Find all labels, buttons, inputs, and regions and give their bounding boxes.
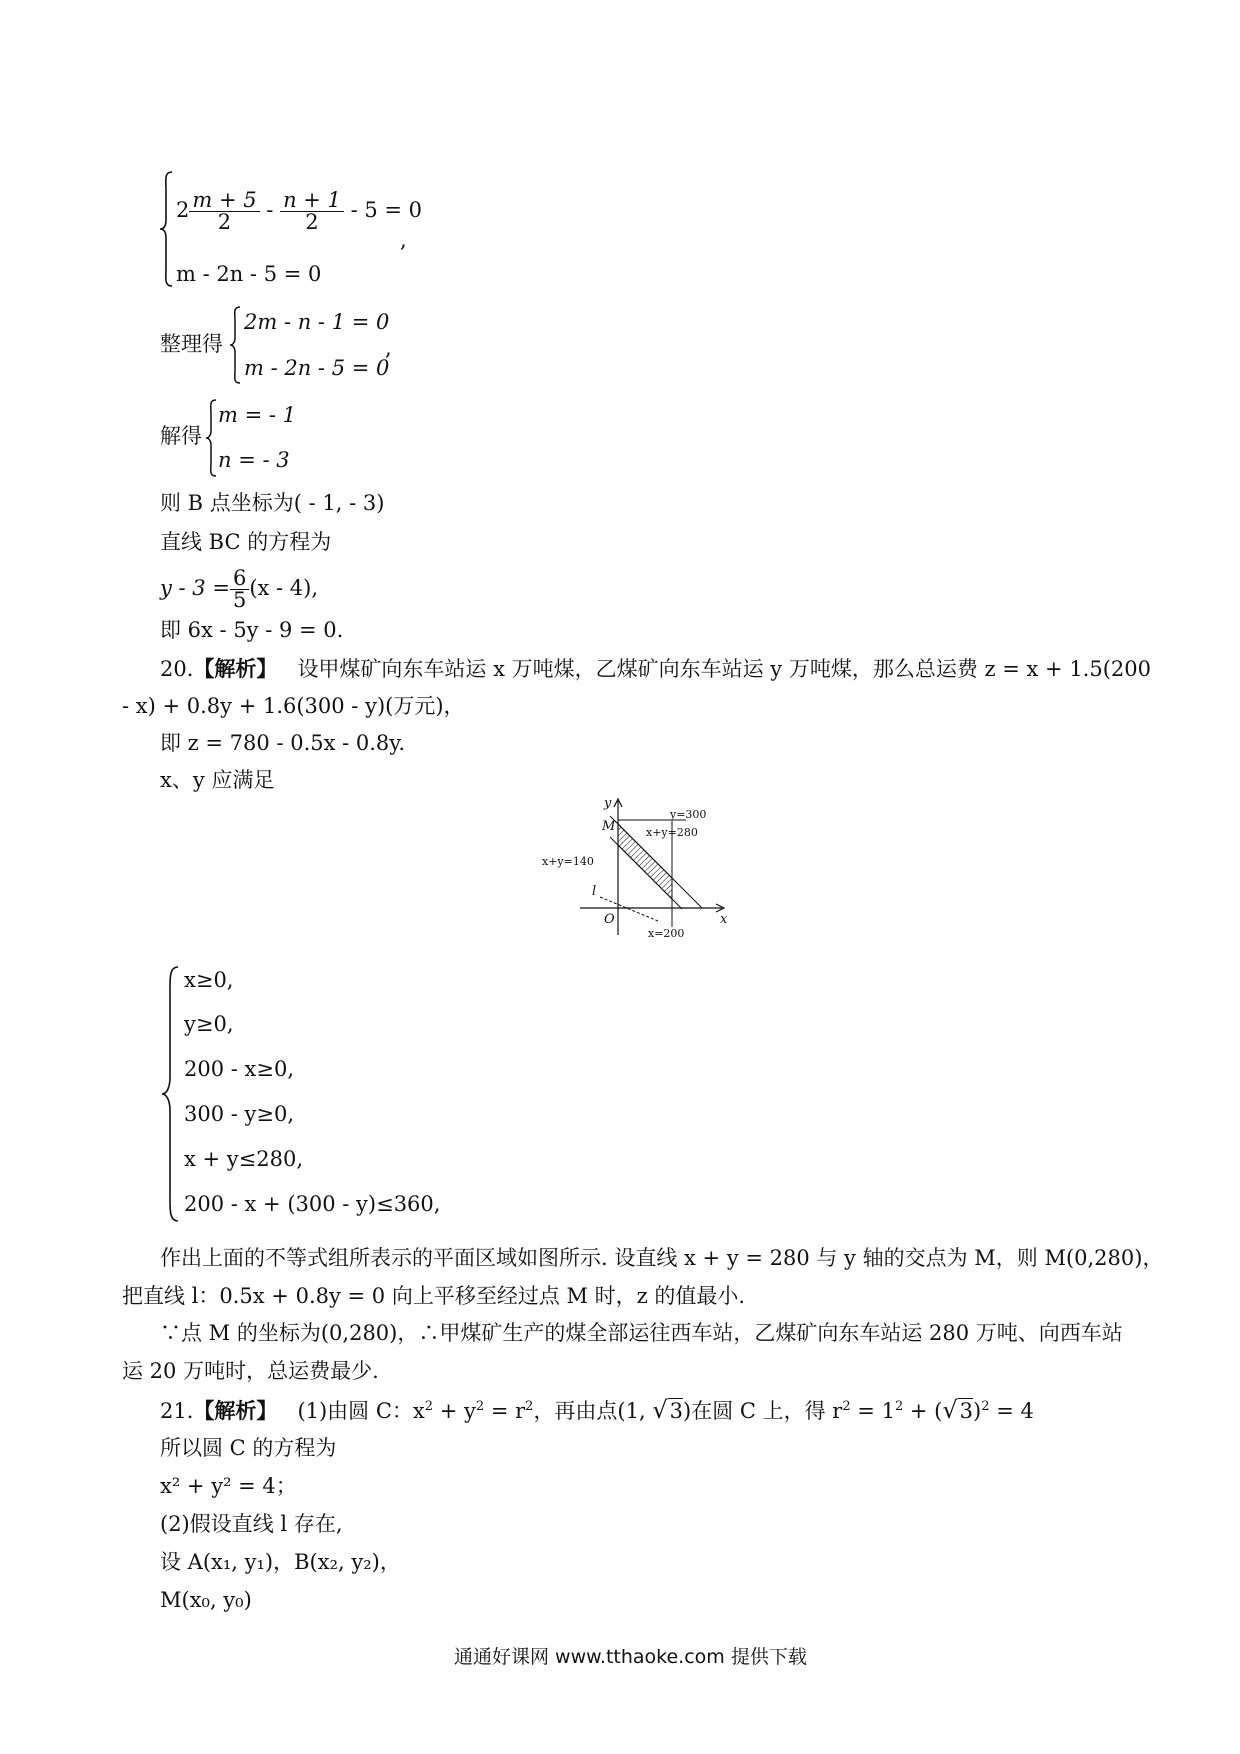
point-m-label: M — [602, 819, 616, 834]
system1-eq2: m - 2n - 5 = 0 — [176, 262, 322, 286]
page-footer: 通通好课网 www.tthaoke.com 提供下载 — [454, 1646, 807, 1668]
constraint-item: 200 - x + (300 - y)≤360, — [184, 1192, 441, 1216]
x-axis-label: x — [720, 912, 728, 927]
q20-intro-cont: - x) + 0.8y + 1.6(300 - y)(万元)， — [122, 694, 465, 718]
line-l-label: l — [592, 884, 597, 899]
fraction: $\frac{6}{5}$ — [230, 568, 249, 611]
system2-comma: , — [385, 336, 392, 360]
fraction: $\frac{n + 1}{2}$ — [280, 190, 344, 233]
label-xy140: x+y=140 — [542, 855, 594, 868]
q21-points: 设 A(x₁, y₁)，B(x₂, y₂)， — [160, 1550, 401, 1574]
q20-para1: 作出上面的不等式组所表示的平面区域如图所示. 设直线 x + y = 280 与 y 轴的交点为 M，则 M(0,280)， — [160, 1246, 1164, 1270]
system2-label: 整理得 — [160, 332, 223, 356]
system3-eq2: n = - 3 — [218, 448, 290, 472]
system1-eq1: 2 $\frac{m + 5}{2}$ - $\frac{n + 1}{2}$ - 5 = 0 — [176, 188, 423, 234]
label-y300: y=300 — [670, 808, 707, 821]
system2-eq1: 2m - n - 1 = 0 — [244, 310, 390, 334]
y-axis-label: y — [604, 796, 612, 811]
bc-simplified: 即 6x - 5y - 9 = 0. — [160, 618, 344, 642]
constraint-item: 200 - x≥0, — [184, 1057, 295, 1081]
system3-eq1: m = - 1 — [218, 403, 296, 427]
q21-midpoint: M(x₀, y₀) — [160, 1588, 252, 1612]
q20-para4: 运 20 万吨时，总运费最少. — [122, 1359, 379, 1383]
q20-satisfy: x、y 应满足 — [160, 768, 275, 792]
constraint-item: x + y≤280, — [184, 1147, 304, 1171]
constraint-item: x≥0, — [184, 968, 234, 992]
q21-circle-title: 所以圆 C 的方程为 — [160, 1436, 337, 1460]
system2-eq2: m - 2n - 5 = 0 — [244, 356, 390, 380]
q21-circle-equation: x² + y² = 4； — [160, 1474, 297, 1498]
q20-intro: 20.【解析】 设甲煤矿向东车站运 x 万吨煤，乙煤矿向东车站运 y 万吨煤，那么总运费 z = x + 1.5(200 — [160, 656, 1151, 681]
constraint-item: 300 - y≥0, — [184, 1102, 295, 1126]
label-xy280: x+y=280 — [646, 826, 698, 839]
label-x200: x=200 — [648, 927, 685, 940]
origin-label: O — [604, 912, 615, 927]
b-coordinate-line: 则 B 点坐标为( - 1, - 3) — [160, 491, 385, 515]
bc-title: 直线 BC 的方程为 — [160, 530, 332, 554]
q20-para2: 把直线 l：0.5x + 0.8y = 0 向上平移至经过点 M 时，z 的值最小. — [122, 1284, 746, 1308]
left-brace-system2 — [228, 305, 242, 385]
system3-label: 解得 — [160, 424, 202, 448]
q21-part1: 21.【解析】 (1)由圆 C：$x^2 + y^2 = r^2$，再由点(1, √3)在圆 C 上，得 $r^2 = 1^2 + (√3)^2 = 4$ — [160, 1396, 1034, 1424]
left-brace-system1 — [158, 170, 174, 288]
constraint-item: y≥0, — [184, 1012, 234, 1036]
system1-comma: , — [400, 228, 407, 252]
feasible-region-figure — [540, 795, 740, 940]
q21-part2: (2)假设直线 l 存在, — [160, 1512, 343, 1536]
left-brace-system3 — [204, 398, 218, 478]
fraction: $\frac{m + 5}{2}$ — [189, 190, 259, 233]
q20-para3: ∵点 M 的坐标为(0,280)，∴甲煤矿生产的煤全部运往西车站，乙煤矿向东车站运 280 万吨、向西车站 — [160, 1321, 1123, 1345]
bc-equation: y - 3 = $\frac{6}{5}$ (x - 4), — [160, 566, 319, 612]
q20-z-equation: 即 z = 780 - 0.5x - 0.8y. — [160, 731, 406, 755]
line-xy140 — [610, 837, 682, 909]
left-brace-constraints — [160, 965, 180, 1223]
